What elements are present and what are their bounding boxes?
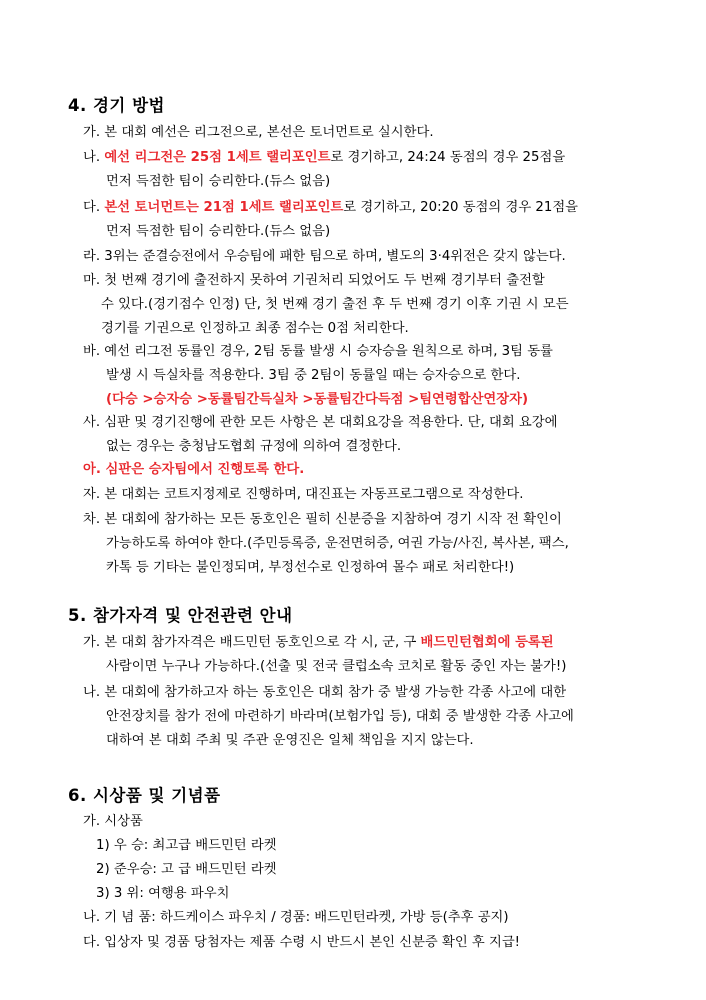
rule-na: 나. 예선 리그전은 25점 1세트 랠리포인트로 경기하고, 24:24 동점의 경우 25점을 먼저 득점한 팀이 승리한다.(듀스 없음) bbox=[83, 150, 566, 189]
prize-ga: 가. 시상품 bbox=[83, 814, 143, 829]
highlight-text: 배드민턴협회에 등록된 bbox=[420, 635, 554, 650]
rule-da: 다. 본선 토너먼트는 21점 1세트 랠리포인트로 경기하고, 20:20 동점의 경우 21점을 먼저 득점한 팀이 승리한다.(듀스 없음) bbox=[83, 200, 579, 239]
winner-notice-da: 다. 입상자 및 경품 당첨자는 제품 수령 시 반드시 본인 신분증 확인 후 지급! bbox=[83, 935, 521, 950]
rule-ga: 가. 본 대회 예선은 리그전으로, 본선은 토너먼트로 실시한다. bbox=[83, 125, 434, 140]
prize-2nd: 2) 준우승: 고 급 배드민턴 라켓 bbox=[96, 862, 277, 877]
highlight-text: 예선 리그전은 25점 1세트 랠리포인트 bbox=[104, 150, 331, 165]
rule-ma: 마. 첫 번째 경기에 출전하지 못하여 기권처리 되었어도 두 번째 경기부터 출전할 수 있다.(경기점수 인정) 단, 첫 번째 경기 출전 후 두 번째 경기 이후 기권 시 모든 경기를 기권으로 인정하고 최종 점수는 0점 처리한다. bbox=[83, 273, 569, 336]
prize-1st: 1) 우 승: 최고급 배드민턴 라켓 bbox=[96, 838, 277, 853]
rule-cha: 차. 본 대회에 참가하는 모든 동호인은 필히 신분증을 지참하여 경기 시작 전 확인이 가능하도록 하여야 한다.(주민등록증, 운전면허증, 여권 가능/사진, 복사본, 팩스, 카톡 등 기타는 불인정되며, 부정선수로 인정하여 몰수 패로 처리한다!) bbox=[83, 512, 569, 575]
section-title-6: 6. 시상품 및 기념품 bbox=[68, 786, 221, 805]
tiebreak-order: (다승 >승자승 >동률팀간득실차 >동률팀간다득점 >팀연령합산연장자) bbox=[106, 392, 529, 407]
souvenir-na: 나. 기 념 품: 하드케이스 파우치 / 경품: 배드민턴라켓, 가방 등(추후 공지) bbox=[83, 910, 509, 925]
rule-ra: 라. 3위는 준결승전에서 우승팀에 패한 팀으로 하며, 별도의 3·4위전은 갖지 않는다. bbox=[83, 249, 566, 264]
highlight-text: 아. 심판은 승자팀에서 진행토록 한다. bbox=[83, 462, 305, 477]
rule-ba: 바. 예선 리그전 동률인 경우, 2팀 동률 발생 시 승자승을 원칙으로 하며, 3팀 동률 발생 시 득실차를 적용한다. 3팀 중 2팀이 동률일 때는 승자승으로 한다. (다승 >승자승 >동률팀간득실차 >동률팀간다득점 >팀연령합산연장자) bbox=[83, 344, 553, 407]
rule-sa: 사. 심판 및 경기진행에 관한 모든 사항은 본 대회요강을 적용한다. 단, 대회 요강에 없는 경우는 충청남도협회 규정에 의하여 결정한다. bbox=[83, 415, 558, 454]
eligibility-na: 나. 본 대회에 참가하고자 하는 동호인은 대회 참가 중 발생 가능한 각종 사고에 대한 안전장치를 참가 전에 마련하기 바라며(보험가입 등), 대회 중 발생한 각종 사고에 대하여 본 대회 주최 및 주관 운영진은 일체 책임을 지지 않는다. bbox=[83, 685, 574, 748]
rule-ja: 자. 본 대회는 코트지정제로 진행하며, 대진표는 자동프로그램으로 작성한다. bbox=[83, 487, 524, 502]
highlight-text: 본선 토너먼트는 21점 1세트 랠리포인트 bbox=[104, 200, 344, 215]
section-title-4: 4. 경기 방법 bbox=[68, 96, 165, 115]
eligibility-ga: 가. 본 대회 참가자격은 배드민턴 동호인으로 각 시, 군, 구 배드민턴협회에 등록된 사람이면 누구나 가능하다.(선출 및 전국 클럽소속 코치로 활동 중인 자는 불가!) bbox=[83, 635, 567, 674]
prize-3rd: 3) 3 위: 여행용 파우치 bbox=[96, 886, 230, 901]
rule-a bbox=[83, 458, 663, 482]
section-title-5: 5. 참가자격 및 안전관련 안내 bbox=[68, 606, 293, 625]
